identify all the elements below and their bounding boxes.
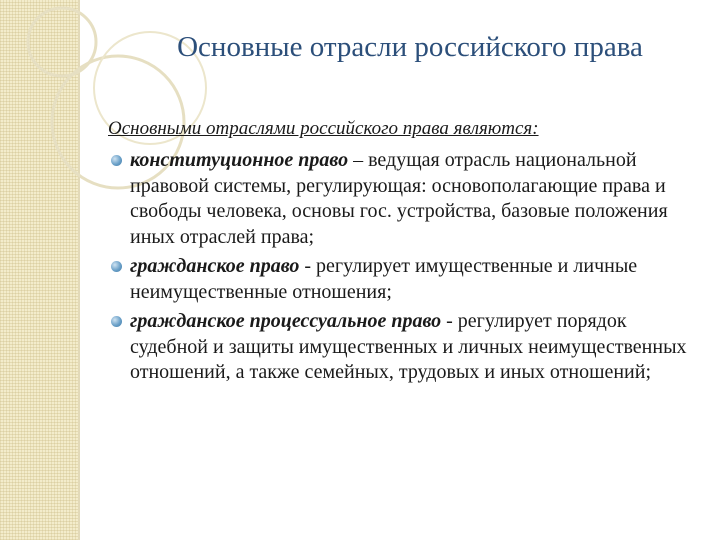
item-term: гражданское процессуальное право (130, 310, 442, 332)
slide-subtitle: Основными отраслями российского права являются: (108, 118, 539, 139)
item-term: конституционное право (130, 149, 349, 171)
slide-title: Основные отрасли российского права (177, 31, 643, 63)
band-divider (78, 0, 80, 540)
item-text: – ведущая отрасль национальной правовой системы, регулирующая: основополагающие права и свободы человека, основы гос. устройства, базовые положения иных отраслей права; (130, 149, 668, 248)
bullet-icon (111, 261, 122, 272)
bullet-icon (111, 155, 122, 166)
bullet-list (108, 148, 698, 390)
item-term: гражданское право (130, 255, 300, 277)
bullet-icon (111, 316, 122, 327)
list-item (108, 309, 698, 386)
item-text: - регулирует имущественные и личные неимущественные отношения; (130, 255, 638, 303)
decorative-left-band (0, 0, 78, 540)
item-text: - регулирует порядок судебной и защиты имущественных и личных неимущественных отношений, а также семейных, трудовых и иных отношений; (130, 310, 687, 383)
list-item (108, 148, 698, 250)
list-item (108, 254, 698, 305)
